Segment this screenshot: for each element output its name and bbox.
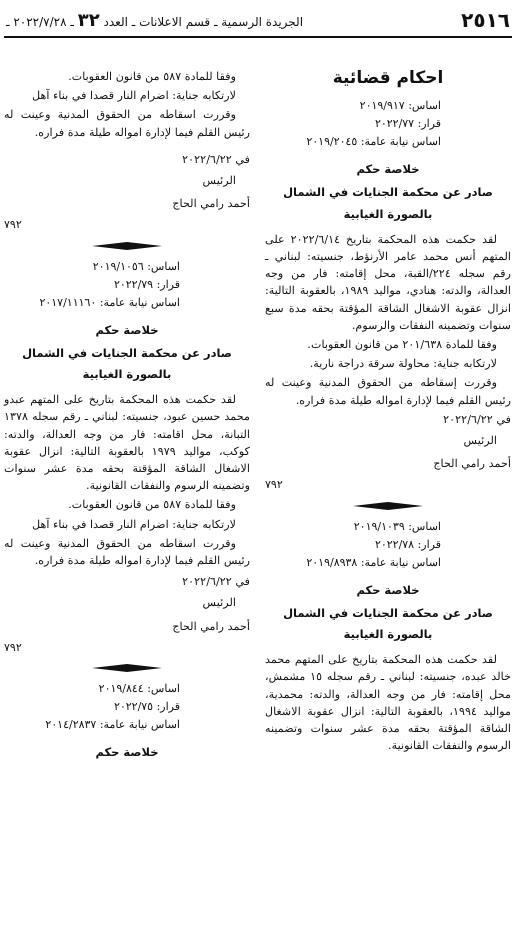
header-rule: [4, 36, 512, 38]
president-label: الرئيس: [202, 174, 236, 188]
prosecution-number: اساس نيابة عامة: ٢٠١٩/٢٠٤٥: [306, 135, 441, 149]
president-name: أحمد رامي الحاج: [172, 619, 250, 633]
reference-number: ٧٩٢: [265, 478, 283, 492]
summary-heading: خلاصة حكم: [95, 322, 159, 337]
right-column: [265, 44, 511, 756]
court-heading: صادر عن محكمة الجنايات في الشمال: [283, 185, 493, 200]
divider-ornament-icon: [92, 241, 162, 251]
judgment-crime: لارتكابه جناية: اضرام النار قصدا في بناء آهل: [32, 517, 236, 531]
mode-heading: بالصورة الغيابية: [82, 367, 172, 382]
case-number: اساس: ٢٠١٩/١٠٥٦: [92, 259, 180, 273]
judgment-body: لقد حكمت هذه المحكمة بتاريخ ٢٠٢٢/٦/١٤ على المتهم أنس محمد عامر الأرنؤط، جنسيته: لبناني ـ رقم سجله ٢٢٤/القبة، محل إقامته: فار من وجه العدالة، والدته: هنادي، مواليد ١٩٨٩، بالعقوبة التالية: انزال عقوبة الاشغال الشاقة المؤقتة بحقه مدة سبع سنوات وتضمينه النفقات والرسوم.: [265, 232, 511, 332]
president-name: أحمد رامي الحاج: [172, 197, 250, 211]
decision-number: قرار: ٢٠٢٢/٧٧: [374, 117, 441, 131]
section-divider: [265, 498, 511, 514]
judgment-body: لقد حكمت هذه المحكمة بتاريخ على المتهم عبدو محمد حسين عبود، جنسيته: لبناني ـ رقم سجله ١٣٧٨ التبانة، محل اقامته: فار من وجه العدالة، والدته: كوكب، مواليد ١٩٧٩ بالعقوبة التالية: انزال عقوبة الاشغال الشاقة المؤقتة بحقه مدة عشر سنوات وتضمينه الرسوم والنفقات القانونية.: [4, 393, 250, 493]
summary-heading: خلاصة حكم: [356, 162, 420, 177]
judgment-law: وفقا للمادة ٥٨٧ من قانون العقوبات.: [68, 498, 236, 512]
header-issue-number: ٣٢: [77, 9, 100, 31]
judgment-decision: وقررت اسقاطه من الحقوق المدنية وعينت له رئيس القلم فيما لإدارة امواله طيلة مدة فراره.: [4, 108, 250, 139]
divider-ornament-icon: [353, 501, 423, 511]
judgment-date: في ٢٠٢٢/٦/٢٢: [443, 412, 511, 426]
judgment-date: في ٢٠٢٢/٦/٢٢: [182, 575, 250, 589]
page-number: ٢٥١٦: [461, 8, 510, 32]
prosecution-number: اساس نيابة عامة: ٢٠١٩/٨٩٣٨: [306, 555, 441, 569]
page-header: [6, 6, 510, 34]
court-heading: صادر عن محكمة الجنايات في الشمال: [283, 605, 493, 620]
header-date: ـ ٢٠٢٢/٧/٢٨ ـ: [6, 14, 74, 29]
judgment-decision: وقررت اسقاطه من الحقوق المدنية وعينت له رئيس القلم فيما لإدارة امواله طيلة مدة فراره.: [4, 536, 250, 568]
judgment-crime: لارتكابه جناية: اضرام النار قصدا في بناء آهل: [32, 89, 236, 103]
judgment-crime: لارتكابه جناية: محاولة سرقة دراجة نارية.: [309, 357, 497, 371]
decision-number: قرار: ٢٠٢٢/٧٩: [113, 277, 180, 291]
judgment-decision: وقررت إسقاطه من الحقوق المدنية وعينت له رئيس القلم فيما لإدارة امواله طيلة مدة فراره.: [265, 376, 511, 407]
section-divider: [4, 238, 250, 254]
summary-heading: خلاصة حكم: [356, 582, 420, 597]
section-divider: [4, 660, 250, 676]
president-label: الرئيس: [463, 434, 497, 448]
decision-number: قرار: ٢٠٢٢/٧٥: [113, 700, 180, 714]
judgment-body: لقد حكمت هذه المحكمة بتاريخ على المتهم محمد خالد عبده، جنسيته: لبناني ـ رقم سجله ١٥ مشمش، محل إقامته: فار من وجه العدالة، والدته: محمدية، مواليد ١٩٩٤، بالعقوبة التالية: انزال عقوبة الاشغال الشاقة المؤقتة بحقه مدة عشر سنوات وتضمينه الرسوم والنفقات القانونية.: [265, 653, 512, 753]
mode-heading: بالصورة الغيابية: [343, 627, 433, 642]
header-title: [6, 10, 303, 31]
left-column: [4, 44, 250, 761]
reference-number: ٧٩٢: [4, 640, 22, 654]
decision-number: قرار: ٢٠٢٢/٧٨: [374, 537, 441, 551]
mode-heading: بالصورة الغيابية: [343, 206, 433, 221]
summary-heading: خلاصة حكم: [95, 745, 159, 760]
reference-number: ٧٩٢: [4, 218, 22, 232]
section-title: احكام قضائية: [332, 68, 444, 88]
case-number: اساس: ٢٠١٩/١٠٣٩: [353, 519, 441, 533]
prosecution-number: اساس نيابة عامة: ٢٠١٤/٢٨٣٧: [45, 718, 180, 732]
prosecution-number: اساس نيابة عامة: ٢٠١٧/١١١٦٠: [39, 295, 180, 309]
judgment-date: في ٢٠٢٢/٦/٢٢: [182, 152, 250, 166]
divider-ornament-icon: [92, 663, 162, 673]
president-name: أحمد رامي الحاج: [433, 457, 511, 471]
case-number: اساس: ٢٠١٩/٨٤٤: [98, 682, 180, 696]
judgment-law: وفقا للمادة ٢٠١/٦٣٨ من قانون العقوبات.: [307, 338, 497, 352]
president-label: الرئيس: [202, 596, 236, 610]
header-publication: الجريدة الرسمية ـ قسم الاعلانات ـ العدد: [103, 14, 304, 29]
judgment-law: وفقا للمادة ٥٨٧ من قانون العقوبات.: [68, 70, 236, 83]
court-heading: صادر عن محكمة الجنايات في الشمال: [22, 345, 232, 360]
case-number: اساس: ٢٠١٩/٩١٧: [359, 99, 441, 113]
